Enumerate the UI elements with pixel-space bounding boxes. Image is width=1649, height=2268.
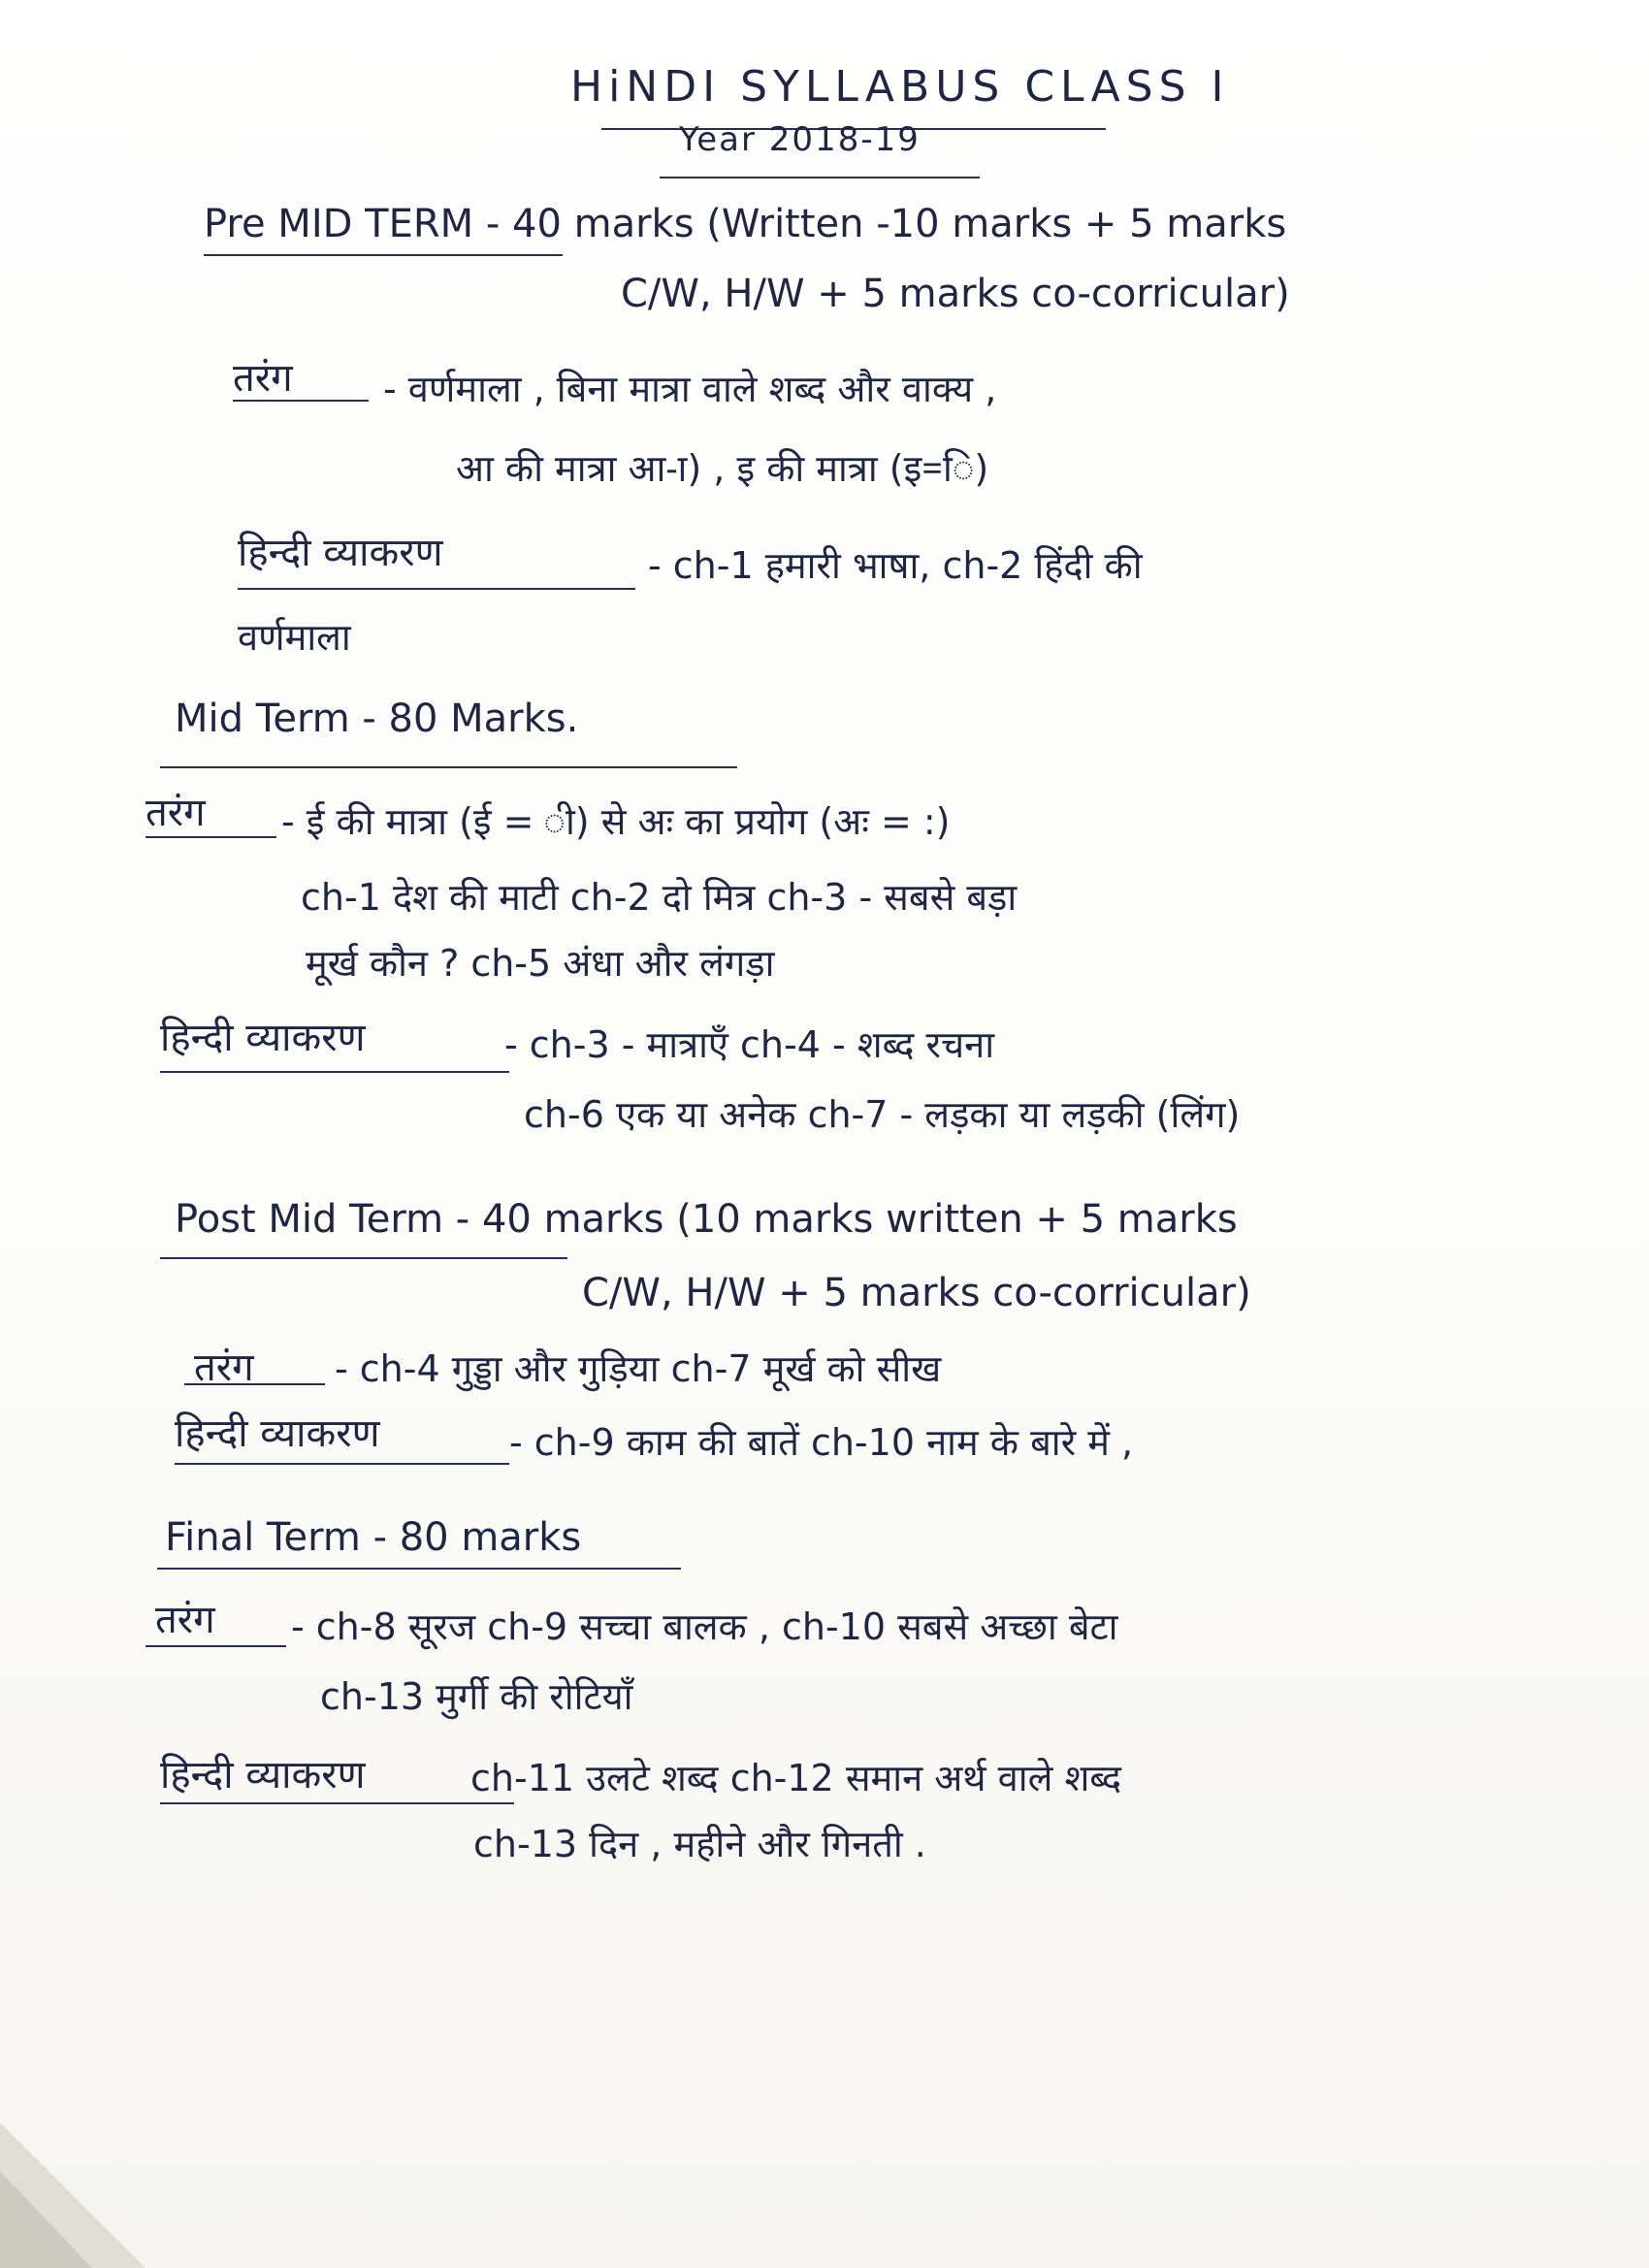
hindi-vyakaran-underline [160, 1802, 514, 1804]
pre-mid-term-underline [204, 254, 563, 256]
tarang-underline [184, 1383, 325, 1385]
tarang-underline [233, 400, 369, 402]
pre-mid-tarang-line-2: आ की मात्रा आ-ा) , इ की मात्रा (इ=ि) [456, 447, 989, 490]
tarang-label: तरंग [233, 356, 293, 401]
mid-tarang-line-2: ch-1 देश की माटी ch-2 दो मित्र ch-3 - सबसे बड़ा [301, 876, 1018, 919]
post-mid-tarang-line-1: - ch-4 गुड्डा और गुड़िया ch-7 मूर्ख को सीख [335, 1347, 942, 1390]
pre-mid-vyakaran-line-2: वर्णमाला [238, 616, 351, 659]
post-mid-vyakaran-line-1: - ch-9 काम की बातें ch-10 नाम के बारे में , [509, 1421, 1134, 1464]
page-title: HiNDI SYLLABUS CLASS I [570, 62, 1230, 112]
post-mid-term-underline [160, 1257, 567, 1259]
tarang-underline [146, 1645, 286, 1647]
pre-mid-term-heading-cont: C/W, H/W + 5 marks co-corricular) [621, 272, 1290, 316]
mid-term-heading: Mid Term - 80 Marks. [175, 697, 579, 741]
pre-mid-tarang-line-1: - वर्णमाला , बिना मात्रा वाले शब्द और वाक्य , [383, 368, 997, 410]
final-vyakaran-line-2: ch-13 दिन , महीने और गिनती . [473, 1823, 926, 1865]
mid-tarang-line-3: मूर्ख कौन ? ch-5 अंधा और लंगड़ा [306, 942, 775, 985]
final-term-underline [157, 1568, 681, 1570]
hindi-vyakaran-underline [175, 1463, 509, 1465]
folded-corner-shadow [0, 2064, 165, 2268]
post-mid-term-heading-cont: C/W, H/W + 5 marks co-corricular) [582, 1271, 1251, 1315]
post-mid-term-heading: Post Mid Term - 40 marks (10 marks written + 5 marks [175, 1197, 1238, 1242]
final-tarang-line-1: - ch-8 सूरज ch-9 सच्चा बालक , ch-10 सबसे अच्छा बेटा [291, 1605, 1118, 1648]
academic-year: Year 2018-19 [679, 120, 921, 159]
tarang-label: तरंग [146, 791, 206, 835]
hindi-vyakaran-label: हिन्दी व्याकरण [160, 1753, 366, 1798]
tarang-underline [146, 836, 276, 838]
hindi-vyakaran-underline [160, 1071, 509, 1073]
final-tarang-line-2: ch-13 मुर्गी की रोटियाँ [320, 1675, 633, 1718]
year-underline [660, 177, 980, 178]
hindi-vyakaran-label: हिन्दी व्याकरण [238, 531, 443, 575]
mid-vyakaran-line-2: ch-6 एक या अनेक ch-7 - लड़का या लड़की (लिंग) [524, 1093, 1241, 1136]
mid-tarang-line-1: - ई की मात्रा (ई = ी) से अः का प्रयोग (अः = :) [281, 800, 951, 843]
final-vyakaran-line-1: ch-11 उलटे शब्द ch-12 समान अर्थ वाले शब्द [470, 1757, 1122, 1799]
final-term-heading: Final Term - 80 marks [165, 1515, 582, 1560]
hindi-vyakaran-underline [238, 588, 635, 590]
pre-mid-vyakaran-line-1: - ch-1 हमारी भाषा, ch-2 हिंदी की [648, 544, 1143, 587]
tarang-label: तरंग [194, 1345, 254, 1390]
hindi-vyakaran-label: हिन्दी व्याकरण [175, 1411, 380, 1456]
tarang-label: तरंग [155, 1598, 215, 1642]
mid-vyakaran-line-1: - ch-3 - मात्राएँ ch-4 - शब्द रचना [504, 1023, 995, 1066]
hindi-vyakaran-label: हिन्दी व्याकरण [160, 1016, 366, 1060]
mid-term-underline [160, 766, 737, 768]
pre-mid-term-heading: Pre MID TERM - 40 marks (Written -10 marks + 5 marks [204, 202, 1287, 246]
